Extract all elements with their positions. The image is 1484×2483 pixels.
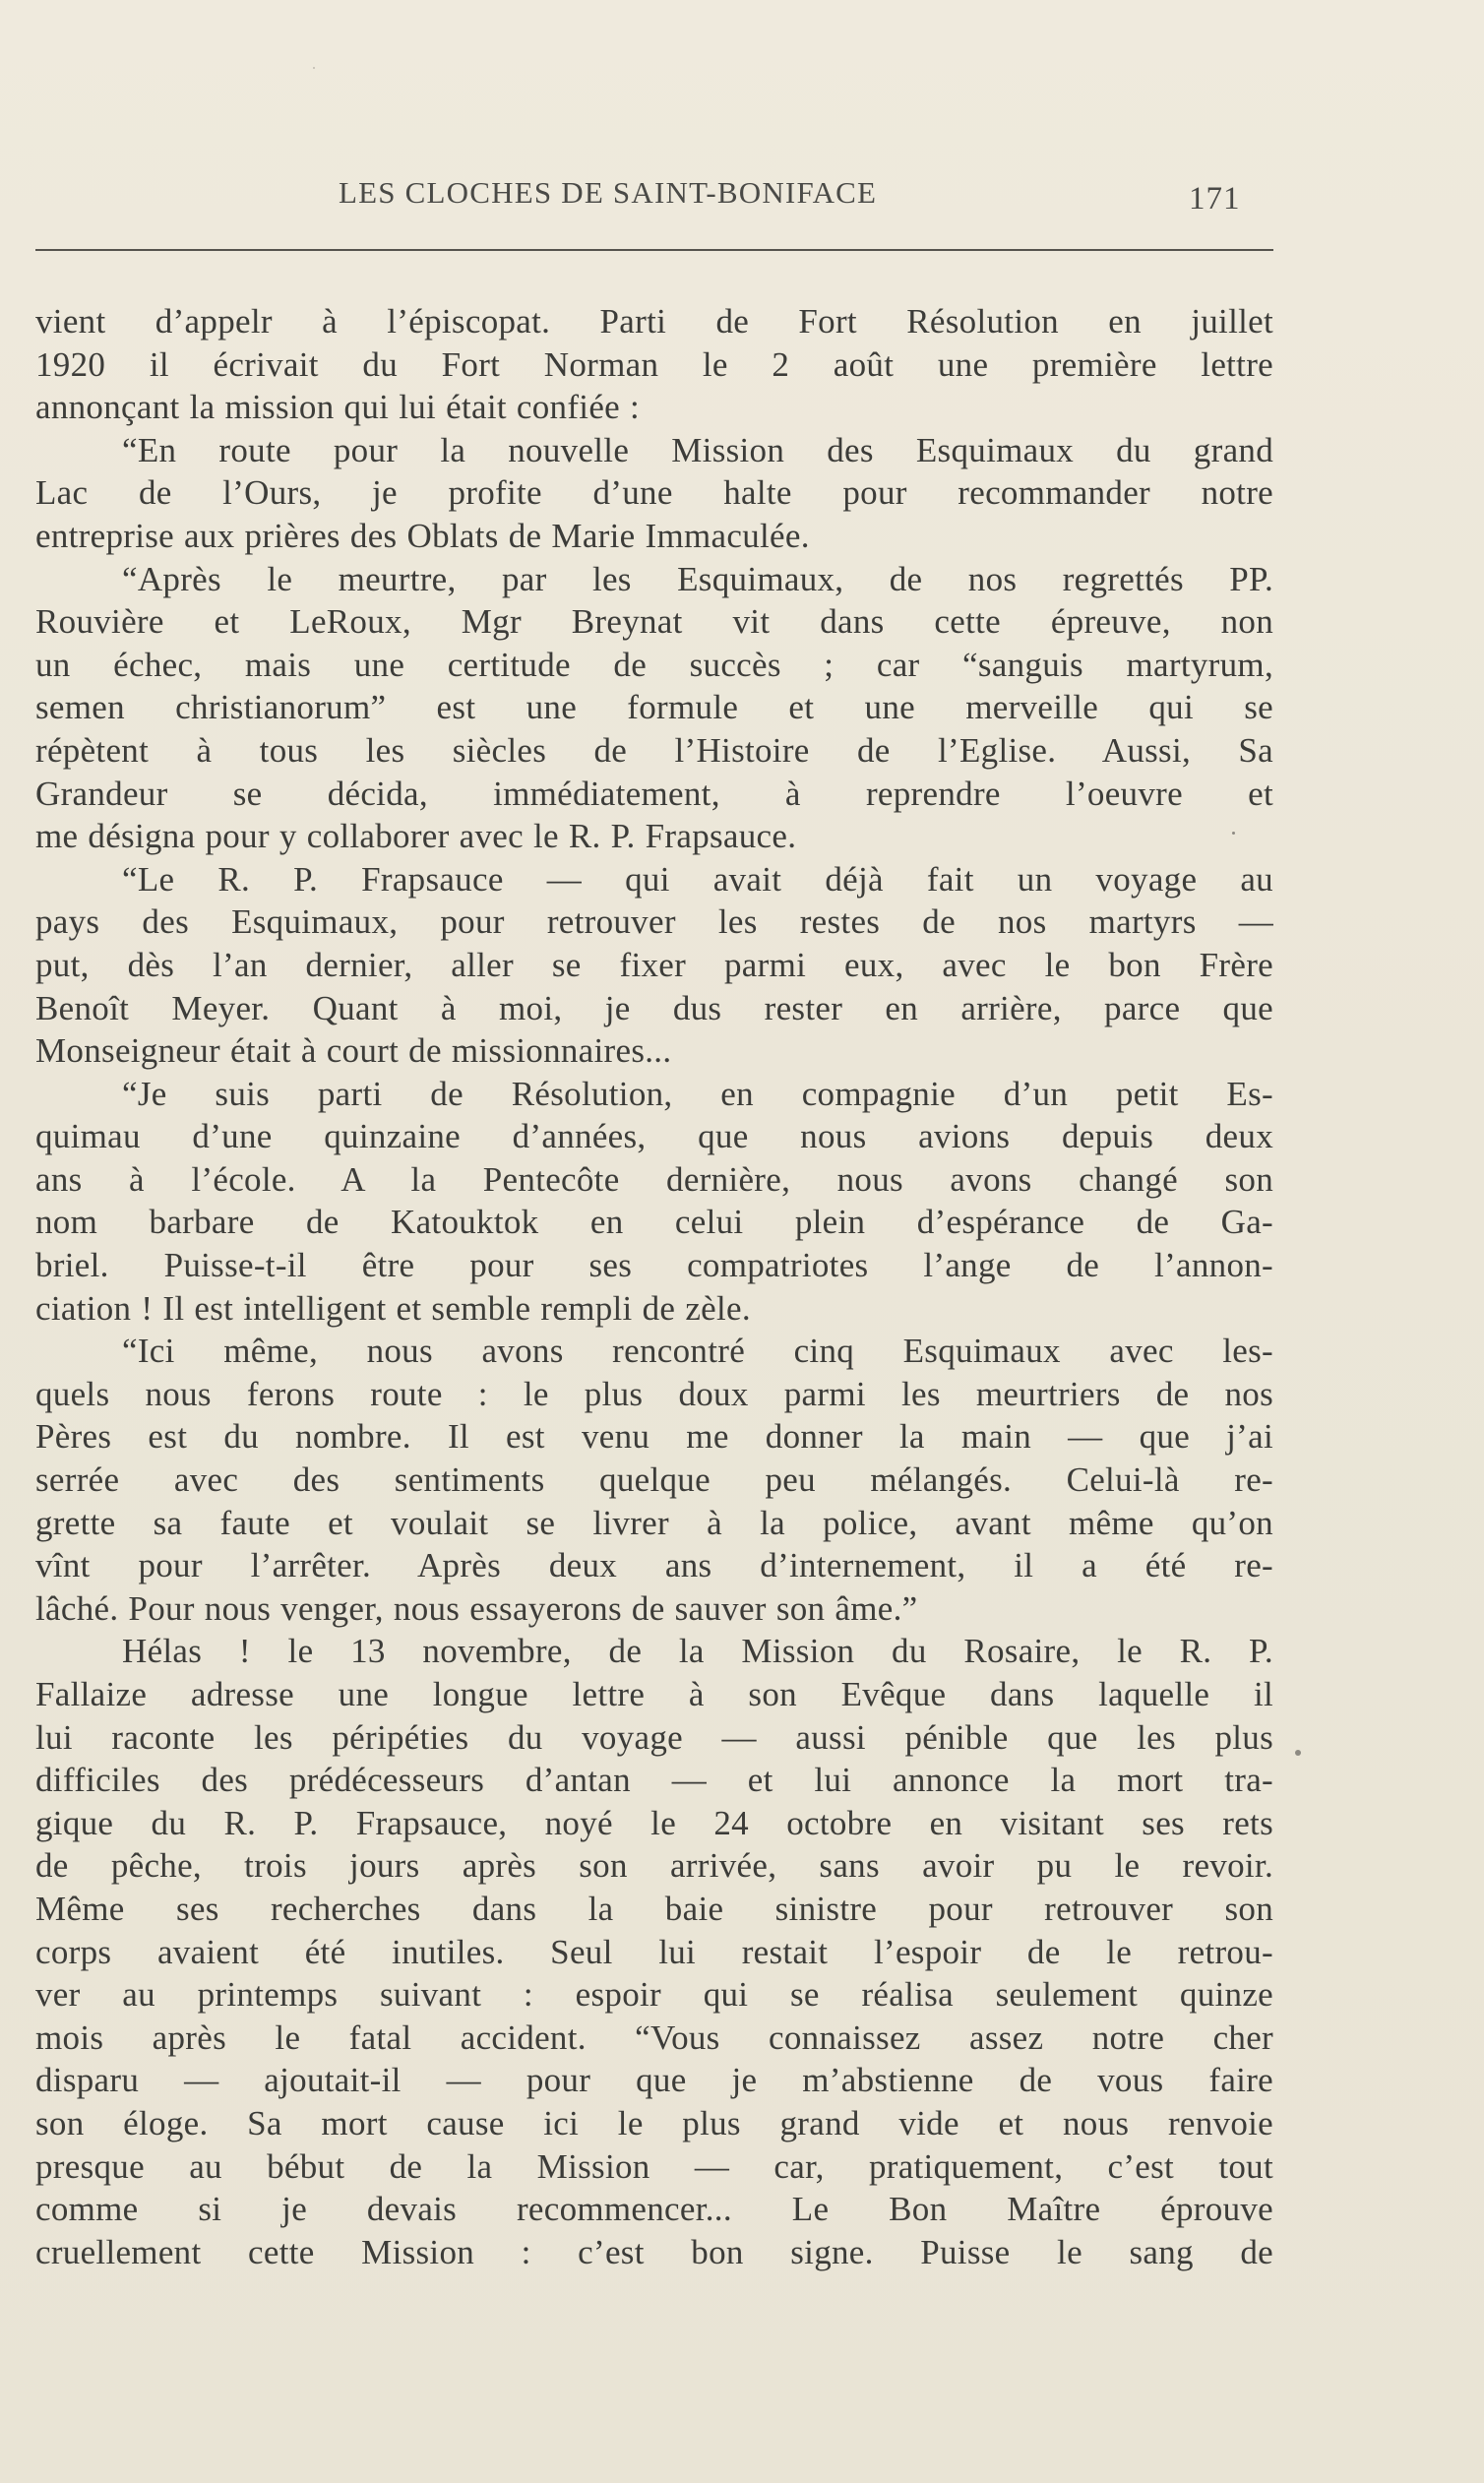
text-line: Fallaize adresse une longue lettre à son Evêque dans laquelle il xyxy=(35,1675,1273,1713)
text-line: lâché. Pour nous venger, nous essayerons de sauver son âme.” xyxy=(35,1588,918,1628)
text-line: ans à l’école. A la Pentecôte dernière, nous avons changé son xyxy=(35,1159,1273,1199)
text-line: lui raconte les péripéties du voyage — aussi pénible que les plus xyxy=(35,1717,1273,1757)
text-line: répètent à tous les siècles de l’Histoire de l’Eglise. Aussi, Sa xyxy=(35,730,1273,770)
text-line: “Ici même, nous avons rencontré cinq Esquimaux avec les- xyxy=(122,1332,1273,1371)
text-line: comme si je devais recommencer... Le Bon Maître éprouve xyxy=(35,2190,1273,2229)
text-line: difficiles des prédécesseurs d’antan — et lui annonce la mort tra- xyxy=(35,1761,1273,1800)
text-line: put, dès l’an dernier, aller se fixer parmi eux, avec le bon Frère xyxy=(35,945,1273,984)
text-line: quels nous ferons route : le plus doux parmi les meurtriers de nos xyxy=(35,1374,1273,1413)
text-line: entreprise aux prières des Oblats de Marie Immaculée. xyxy=(35,516,810,555)
text-line: Même ses recherches dans la baie sinistre pour retrouver son xyxy=(35,1889,1273,1928)
text-line: ciation ! Il est intelligent et semble rempli de zèle. xyxy=(35,1288,751,1328)
text-line: son éloge. Sa mort cause ici le plus grand vide et nous renvoie xyxy=(35,2103,1273,2142)
text-line: cruellement cette Mission : c’est bon signe. Puisse le sang de xyxy=(35,2232,1273,2271)
text-line: annonçant la mission qui lui était confiée : xyxy=(35,388,641,427)
running-title: LES CLOCHES DE SAINT-BONIFACE xyxy=(339,175,878,210)
text-line: ver au printemps suivant : espoir qui se réalisa seulement quinze xyxy=(35,1975,1273,2015)
text-line: presque au bébut de la Mission — car, pratiquement, c’est tout xyxy=(35,2146,1273,2186)
running-header xyxy=(35,175,1273,218)
text-line: Benoît Meyer. Quant à moi, je dus rester en arrière, parce que xyxy=(35,988,1273,1027)
text-line: Monseigneur était à court de missionnaires... xyxy=(35,1031,672,1071)
text-line: quimau d’une quinzaine d’années, que nous avions depuis deux xyxy=(35,1117,1273,1156)
text-line: vient d’appelr à l’épiscopat. Parti de Fort Résolution en juillet xyxy=(35,302,1273,341)
paper-speck xyxy=(1232,832,1235,835)
text-line: Hélas ! le 13 novembre, de la Mission du Rosaire, le R. P. xyxy=(122,1632,1273,1671)
text-line: serrée avec des sentiments quelque peu mélangés. Celui-là re- xyxy=(35,1460,1273,1500)
text-line: nom barbare de Katouktok en celui plein d’espérance de Ga- xyxy=(35,1203,1273,1242)
text-line: “Le R. P. Frapsauce — qui avait déjà fait un voyage au xyxy=(122,859,1273,899)
text-line: briel. Puisse-t-il être pour ses compatriotes l’ange de l’annon- xyxy=(35,1246,1273,1285)
text-line: Rouvière et LeRoux, Mgr Breynat vit dans cette épreuve, non xyxy=(35,602,1273,642)
text-line: corps avaient été inutiles. Seul lui restait l’espoir de le retrou- xyxy=(35,1932,1273,1971)
paper-speck xyxy=(1295,1750,1301,1756)
text-line: “Après le meurtre, par les Esquimaux, de nos regrettés PP. xyxy=(122,559,1273,598)
body-text xyxy=(35,300,1273,2273)
text-line: “En route pour la nouvelle Mission des Esquimaux du grand xyxy=(122,430,1273,469)
header-rule xyxy=(35,249,1273,251)
page-number: 171 xyxy=(1189,181,1241,217)
text-line: semen christianorum” est une formule et une merveille qui se xyxy=(35,688,1273,727)
text-line: pays des Esquimaux, pour retrouver les restes de nos martyrs — xyxy=(35,902,1273,942)
text-line: Pères est du nombre. Il est venu me donner la main — que j’ai xyxy=(35,1417,1273,1457)
text-line: vînt pour l’arrêter. Après deux ans d’internement, il a été re- xyxy=(35,1546,1273,1585)
text-line: de pêche, trois jours après son arrivée, sans avoir pu le revoir. xyxy=(35,1846,1273,1886)
text-line: mois après le fatal accident. “Vous connaissez assez notre cher xyxy=(35,2017,1273,2057)
text-line: 1920 il écrivait du Fort Norman le 2 août une première lettre xyxy=(35,344,1273,384)
text-line: un échec, mais une certitude de succès ; car “sanguis martyrum, xyxy=(35,645,1273,684)
paper-speck xyxy=(313,67,315,69)
text-line: grette sa faute et voulait se livrer à la police, avant même qu’on xyxy=(35,1503,1273,1542)
text-line: gique du R. P. Frapsauce, noyé le 24 octobre en visitant ses rets xyxy=(35,1803,1273,1842)
text-line: me désigna pour y collaborer avec le R. P. Frapsauce. xyxy=(35,817,797,856)
text-line: Lac de l’Ours, je profite d’une halte pour recommander notre xyxy=(35,473,1273,513)
text-line: “Je suis parti de Résolution, en compagnie d’un petit Es- xyxy=(122,1074,1273,1113)
text-line: Grandeur se décida, immédiatement, à reprendre l’oeuvre et xyxy=(35,774,1273,813)
text-line: disparu — ajoutait-il — pour que je m’abstienne de vous faire xyxy=(35,2061,1273,2100)
